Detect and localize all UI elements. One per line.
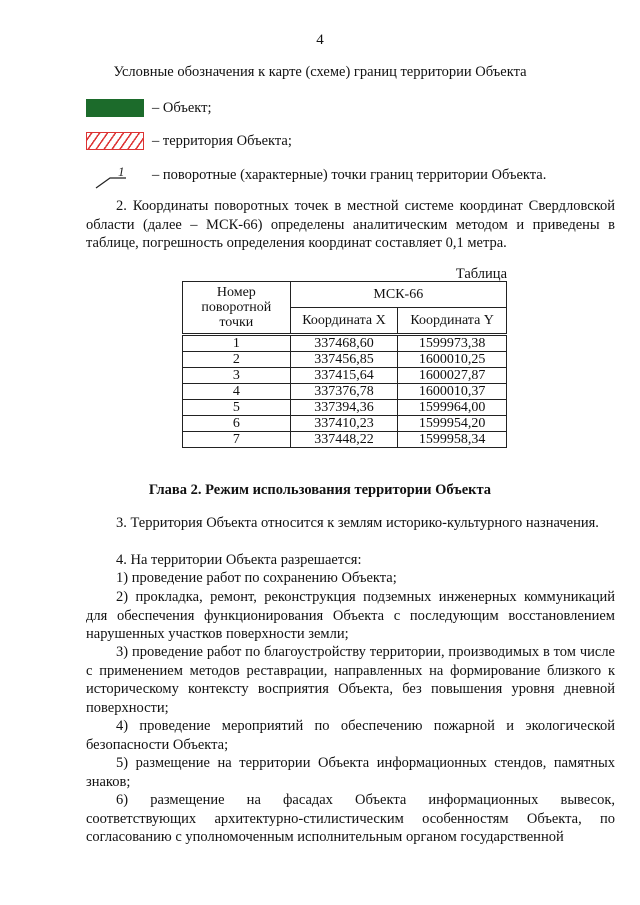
green-filled-rectangle-icon xyxy=(86,99,144,117)
cell-point-number: 7 xyxy=(183,432,291,448)
legend-item-turning-points xyxy=(86,163,546,187)
coordinates-table xyxy=(182,281,507,448)
table-caption: Таблица xyxy=(455,266,507,282)
cell-coordinate-y: 1600010,37 xyxy=(398,384,507,400)
cell-point-number: 4 xyxy=(183,384,291,400)
cell-coordinate-y: 1599954,20 xyxy=(398,416,507,432)
table-row xyxy=(183,400,507,416)
header-coordinate-x: Координата X xyxy=(290,307,398,334)
list-item-6: 6) размещение на фасадах Объекта информационных вывесок, соответствующих архитектурно-стилистическим особенностям Объекта, по согласованию с уполномоченным исполнительным органом государственной xyxy=(86,792,615,845)
cell-point-number: 3 xyxy=(183,368,291,384)
cell-coordinate-x: 337376,78 xyxy=(290,384,398,400)
legend-item-object xyxy=(86,98,212,118)
cell-coordinate-y: 1599958,34 xyxy=(398,432,507,448)
cell-coordinate-x: 337410,23 xyxy=(290,416,398,432)
legend-item-territory xyxy=(86,131,292,151)
legend-label: – поворотные (характерные) точки границ территории Объекта. xyxy=(152,166,547,183)
list-item-5: 5) размещение на территории Объекта информационных стендов, памятных знаков; xyxy=(86,755,615,790)
cell-coordinate-y: 1599964,00 xyxy=(398,400,507,416)
legend-label: – Объект; xyxy=(152,99,212,116)
table-row xyxy=(183,432,507,448)
list-item-1: 1) проведение работ по сохранению Объекта; xyxy=(116,570,397,586)
list-item-4: 4) проведение мероприятий по обеспечению пожарной и экологической безопасности Объекта; xyxy=(86,718,615,753)
table-row xyxy=(183,368,507,384)
page-number: 4 xyxy=(316,32,324,48)
cell-coordinate-y: 1599973,38 xyxy=(398,335,507,352)
cell-point-number: 2 xyxy=(183,352,291,368)
list-item-3: 3) проведение работ по благоустройству территории, производимых в том числе с применением методов реставрации, направленных на формирование близкого к историческому контексту восприятия Объекта, без повышения уровня дневной поверхности; xyxy=(86,644,615,716)
list-item-2: 2) прокладка, ремонт, реконструкция подземных инженерных коммуникаций для обеспечения функционирования Объекта с последующим восстановлением нарушенных участков поверхности земли; xyxy=(86,589,615,642)
legend-title: Условные обозначения к карте (схеме) границ территории Объекта xyxy=(113,64,527,80)
table-row xyxy=(183,335,507,352)
paragraph-4: 4. На территории Объекта разрешается: xyxy=(116,552,362,568)
cell-point-number: 1 xyxy=(183,335,291,352)
table-row xyxy=(183,352,507,368)
cell-coordinate-y: 1600027,87 xyxy=(398,368,507,384)
cell-coordinate-x: 337394,36 xyxy=(290,400,398,416)
chapter-title: Глава 2. Режим использования территории Объекта xyxy=(148,482,492,498)
header-point-number: Номер поворотной точки xyxy=(183,282,291,335)
marker-number: 1 xyxy=(118,166,125,179)
header-coordinate-y: Координата Y xyxy=(398,307,507,334)
table-row xyxy=(183,384,507,400)
cell-coordinate-x: 337468,60 xyxy=(290,335,398,352)
paragraph-2: 2. Координаты поворотных точек в местной системе координат Свердловской области (далее – МСК-66) определены аналитическим методом и приведены в таблице, погрешность определения координат составляет 0,1 метра. xyxy=(86,198,615,251)
paragraph-3: 3. Территория Объекта относится к землям историко-культурного назначения. xyxy=(116,515,599,531)
cell-coordinate-x: 337415,64 xyxy=(290,368,398,384)
header-coordinate-system: МСК-66 xyxy=(290,282,506,308)
red-hatched-rectangle-icon xyxy=(86,132,144,150)
legend-label: – территория Объекта; xyxy=(152,132,292,149)
cell-coordinate-x: 337456,85 xyxy=(290,352,398,368)
cell-point-number: 6 xyxy=(183,416,291,432)
turning-point-marker-icon xyxy=(86,166,144,184)
cell-point-number: 5 xyxy=(183,400,291,416)
cell-coordinate-y: 1600010,25 xyxy=(398,352,507,368)
cell-coordinate-x: 337448,22 xyxy=(290,432,398,448)
table-row xyxy=(183,416,507,432)
